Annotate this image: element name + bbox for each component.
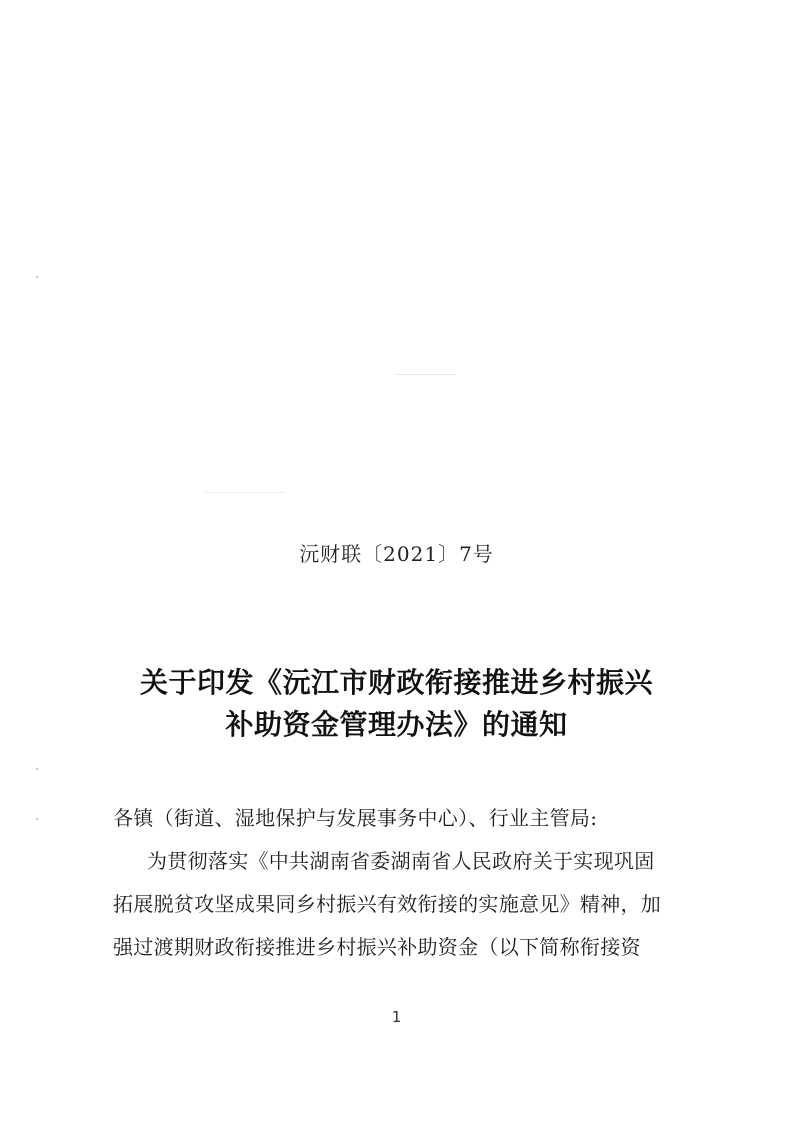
scan-mark	[36, 276, 38, 278]
paragraph-line-1: 为贯彻落实《中共湖南省委湖南省人民政府关于实现巩固	[147, 849, 655, 873]
page-number: 1	[391, 1008, 402, 1026]
scan-mark	[36, 768, 38, 770]
document-title	[0, 662, 793, 746]
document-body	[113, 797, 689, 969]
scan-mark	[205, 492, 285, 493]
scan-mark	[36, 818, 38, 820]
salutation: 各镇（街道、湿地保护与发展事务中心）、行业主管局:	[113, 806, 598, 830]
title-line-1: 关于印发《沅江市财政衔接推进乡村振兴	[139, 666, 653, 699]
paragraph-line-3: 强过渡期财政衔接推进乡村振兴补助资金（以下简称衔接资	[113, 935, 641, 959]
title-line-2: 补助资金管理办法》的通知	[225, 708, 568, 741]
document-number: 沅财联〔2021〕7号	[299, 542, 494, 566]
scan-mark	[395, 374, 455, 375]
paragraph-line-2: 拓展脱贫攻坚成果同乡村振兴有效衔接的实施意见》精神，加	[113, 892, 662, 916]
